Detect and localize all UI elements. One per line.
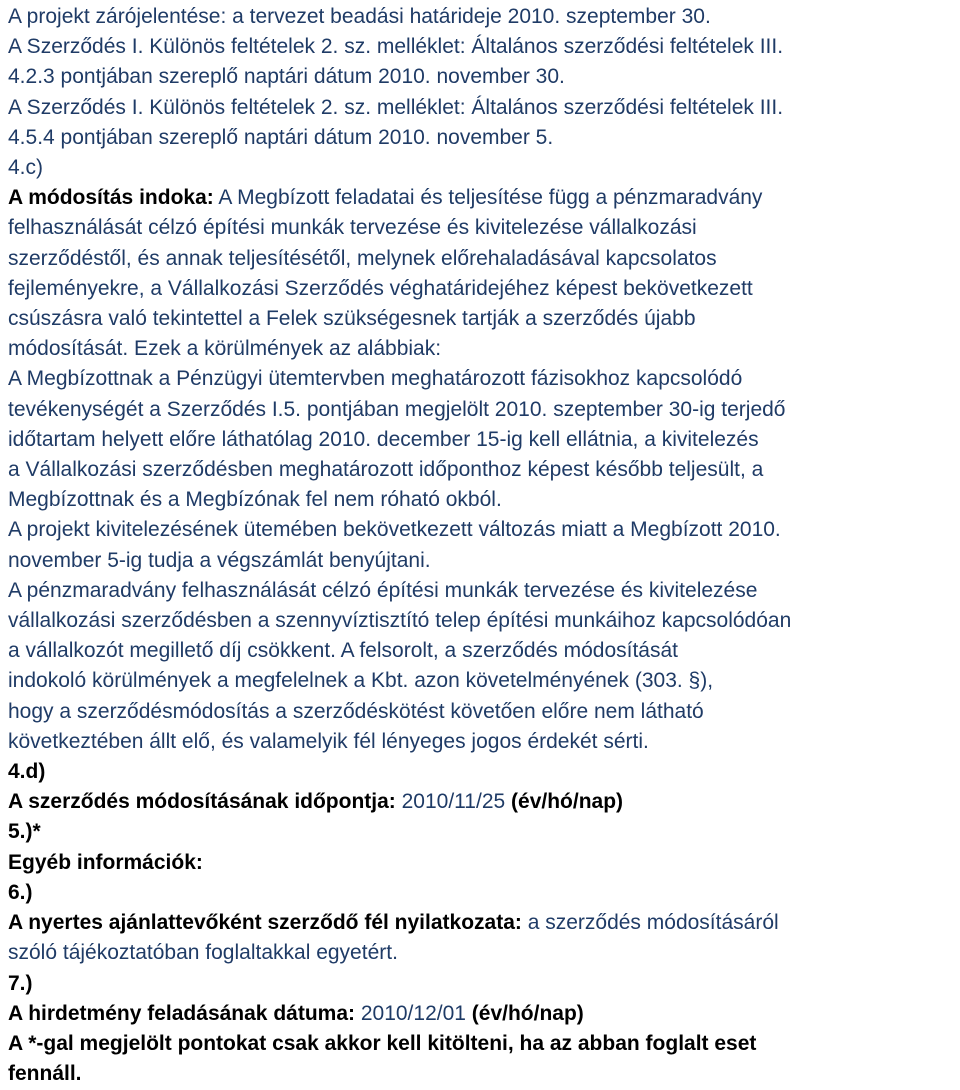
reason-line: csúszásra való tekintettel a Felek szükségesnek tartják a szerződés újabb [8, 307, 696, 331]
reason-line: november 5-ig tudja a végszámlát benyújtani. [8, 548, 431, 572]
reason-line: időtartam helyett előre láthatólag 2010. december 15-ig kell ellátnia, a kivitelezés [8, 427, 759, 451]
reason-line: indokoló körülmények a megfelelnek a Kbt. azon követelményének (303. §), [8, 669, 714, 693]
reason-line: A Megbízottnak a Pénzügyi ütemtervben meghatározott fázisokhoz kapcsolódó [8, 367, 743, 391]
text-line: 4.2.3 pontjában szereplő naptári dátum 2010. november 30. [8, 65, 565, 89]
reason-line: A projekt kivitelezésének ütemében bekövetkezett változás miatt a Megbízott 2010. [8, 518, 781, 542]
reason-text: A Megbízott feladatai és teljesítése függ a pénzmaradvány [213, 186, 763, 210]
dispatch-date-label: A hirdetmény feladásának dátuma: [8, 1001, 355, 1025]
asterisk-note-cont: fennáll. [8, 1062, 82, 1086]
modification-date-line [8, 787, 960, 817]
section-number-7: 7.) [8, 971, 33, 995]
dispatch-date-value: 2010/12/01 [355, 1001, 466, 1025]
text-line: A Szerződés I. Különös feltételek 2. sz. melléklet: Általános szerződési feltételek III. [8, 95, 784, 119]
modification-date-value: 2010/11/25 [395, 790, 506, 814]
reason-line: a vállalkozót megillető díj csökkent. A felsorolt, a szerződés módosítását [8, 639, 679, 663]
modification-date-label: A szerződés módosításának időpontja: [8, 790, 396, 814]
date-format-unit: (év/hó/nap) [465, 1001, 584, 1025]
text-line: A projekt zárójelentése: a tervezet beadási határideje 2010. szeptember 30. [8, 5, 711, 28]
winner-statement-label: A nyertes ajánlattevőként szerződő fél nyilatkozata: [8, 911, 522, 935]
section-number-4d: 4.d) [8, 760, 46, 784]
section-number-5: 5.)* [8, 820, 41, 844]
reason-line: Megbízottnak és a Megbízónak fel nem róható okból. [8, 488, 502, 512]
reason-first-line [8, 183, 960, 213]
dispatch-date-line [8, 999, 960, 1029]
reason-line: módosítását. Ezek a körülmények az alábbiak: [8, 337, 442, 361]
winner-statement-value-cont: szóló tájékoztatóban foglaltakkal egyetért. [8, 941, 398, 965]
reason-line: következtében állt elő, és valamelyik fél lényeges jogos érdekét sérti. [8, 729, 649, 753]
reason-line: fejleményekre, a Vállalkozási Szerződés véghatáridejéhez képest bekövetkezett [8, 276, 753, 300]
reason-label: A módosítás indoka: [8, 186, 214, 210]
reason-line: vállalkozási szerződésben a szennyvíztisztító telep építési munkáihoz kapcsolódóan [8, 609, 792, 633]
date-format-unit: (év/hó/nap) [505, 790, 624, 814]
text-line: 4.5.4 pontjában szereplő naptári dátum 2010. november 5. [8, 125, 554, 149]
reason-line: tevékenységét a Szerződés I.5. pontjában megjelölt 2010. szeptember 30-ig terjedő [8, 397, 786, 421]
reason-line: A pénzmaradvány felhasználását célzó építési munkák tervezése és kivitelezése [8, 578, 758, 602]
other-info-label: Egyéb információk: [8, 850, 203, 874]
text-line: A Szerződés I. Különös feltételek 2. sz. melléklet: Általános szerződési feltételek III. [8, 35, 784, 59]
reason-line: felhasználását célzó építési munkák tervezése és kivitelezése vállalkozási [8, 216, 697, 240]
reason-line: a Vállalkozási szerződésben meghatározott időponthoz képest később teljesült, a [8, 458, 764, 482]
reason-line: hogy a szerződésmódosítás a szerződéskötést követően előre nem látható [8, 699, 704, 723]
asterisk-note: A *-gal megjelölt pontokat csak akkor kell kitölteni, ha az abban foglalt eset [8, 1031, 757, 1055]
winner-statement-line [8, 908, 960, 938]
section-number-6: 6.) [8, 880, 33, 904]
section-number-4c: 4.c) [8, 156, 44, 180]
winner-statement-value: a szerződés módosításáról [521, 911, 779, 935]
reason-line: szerződéstől, és annak teljesítésétől, melynek előrehaladásával kapcsolatos [8, 246, 717, 270]
